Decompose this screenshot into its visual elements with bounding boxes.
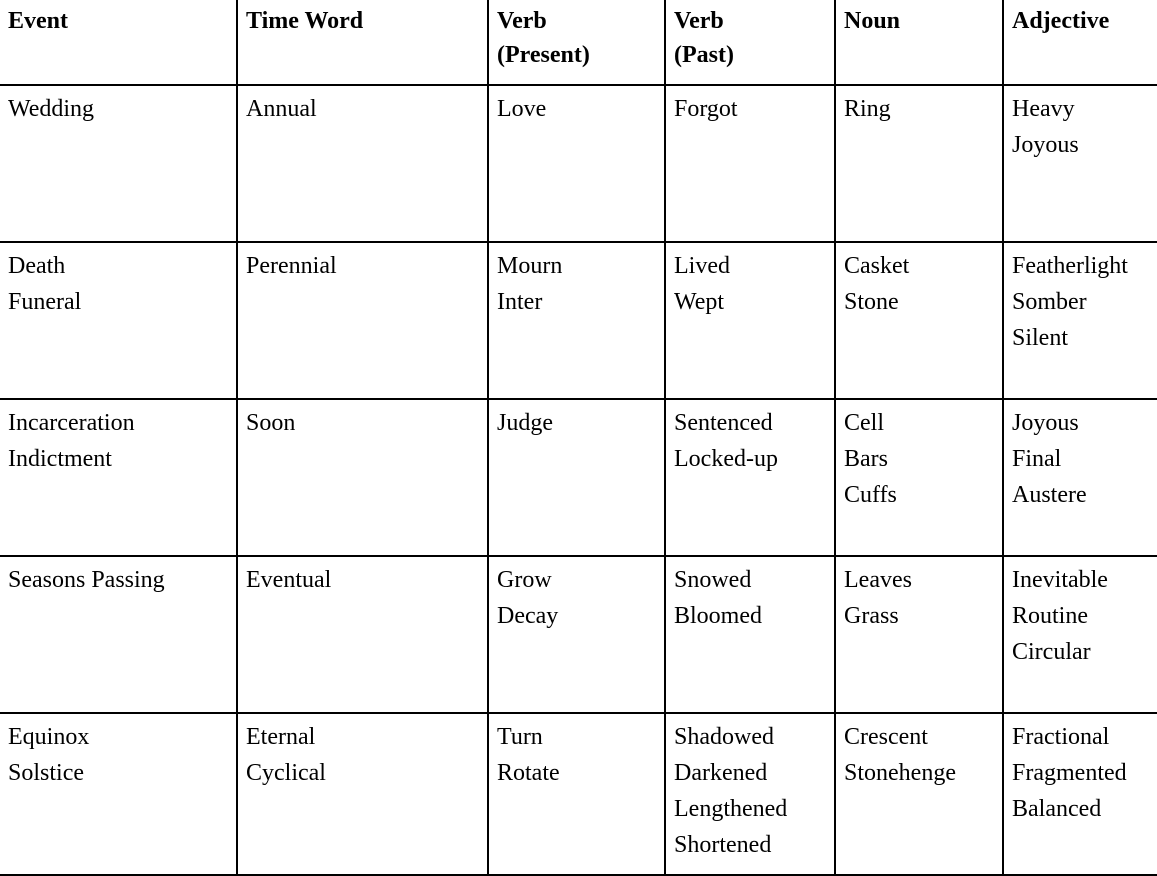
header-verb-present: Verb (Present) bbox=[488, 0, 665, 85]
cell-event: Incarceration Indictment bbox=[0, 399, 237, 556]
cell-time-word: Soon bbox=[237, 399, 488, 556]
header-time-word: Time Word bbox=[237, 0, 488, 85]
cell-adjective: Heavy Joyous bbox=[1003, 85, 1157, 242]
table-row bbox=[0, 399, 1157, 556]
cell-noun: Leaves Grass bbox=[835, 556, 1003, 713]
cell-event: Wedding bbox=[0, 85, 237, 242]
table-row bbox=[0, 242, 1157, 399]
cell-verb-past: Forgot bbox=[665, 85, 835, 242]
header-row bbox=[0, 0, 1157, 85]
cell-adjective: Joyous Final Austere bbox=[1003, 399, 1157, 556]
table-row bbox=[0, 556, 1157, 713]
table-row bbox=[0, 713, 1157, 875]
cell-adjective: Fractional Fragmented Balanced bbox=[1003, 713, 1157, 875]
cell-time-word: Eternal Cyclical bbox=[237, 713, 488, 875]
cell-verb-present: Judge bbox=[488, 399, 665, 556]
header-adjective: Adjective bbox=[1003, 0, 1157, 85]
cell-time-word: Eventual bbox=[237, 556, 488, 713]
cell-verb-past: Sentenced Locked-up bbox=[665, 399, 835, 556]
cell-event: Equinox Solstice bbox=[0, 713, 237, 875]
cell-verb-present: Love bbox=[488, 85, 665, 242]
cell-verb-past: Snowed Bloomed bbox=[665, 556, 835, 713]
cell-noun: Ring bbox=[835, 85, 1003, 242]
table-row bbox=[0, 85, 1157, 242]
cell-noun: Crescent Stonehenge bbox=[835, 713, 1003, 875]
header-verb-past: Verb (Past) bbox=[665, 0, 835, 85]
cell-time-word: Annual bbox=[237, 85, 488, 242]
cell-time-word: Perennial bbox=[237, 242, 488, 399]
cell-verb-past: Shadowed Darkened Lengthened Shortened bbox=[665, 713, 835, 875]
cell-verb-present: Turn Rotate bbox=[488, 713, 665, 875]
cell-verb-past: Lived Wept bbox=[665, 242, 835, 399]
cell-event: Seasons Passing bbox=[0, 556, 237, 713]
cell-adjective: Featherlight Somber Silent bbox=[1003, 242, 1157, 399]
header-event: Event bbox=[0, 0, 237, 85]
cell-noun: Cell Bars Cuffs bbox=[835, 399, 1003, 556]
header-noun: Noun bbox=[835, 0, 1003, 85]
cell-verb-present: Mourn Inter bbox=[488, 242, 665, 399]
cell-verb-present: Grow Decay bbox=[488, 556, 665, 713]
cell-adjective: Inevitable Routine Circular bbox=[1003, 556, 1157, 713]
cell-event: Death Funeral bbox=[0, 242, 237, 399]
cell-noun: Casket Stone bbox=[835, 242, 1003, 399]
